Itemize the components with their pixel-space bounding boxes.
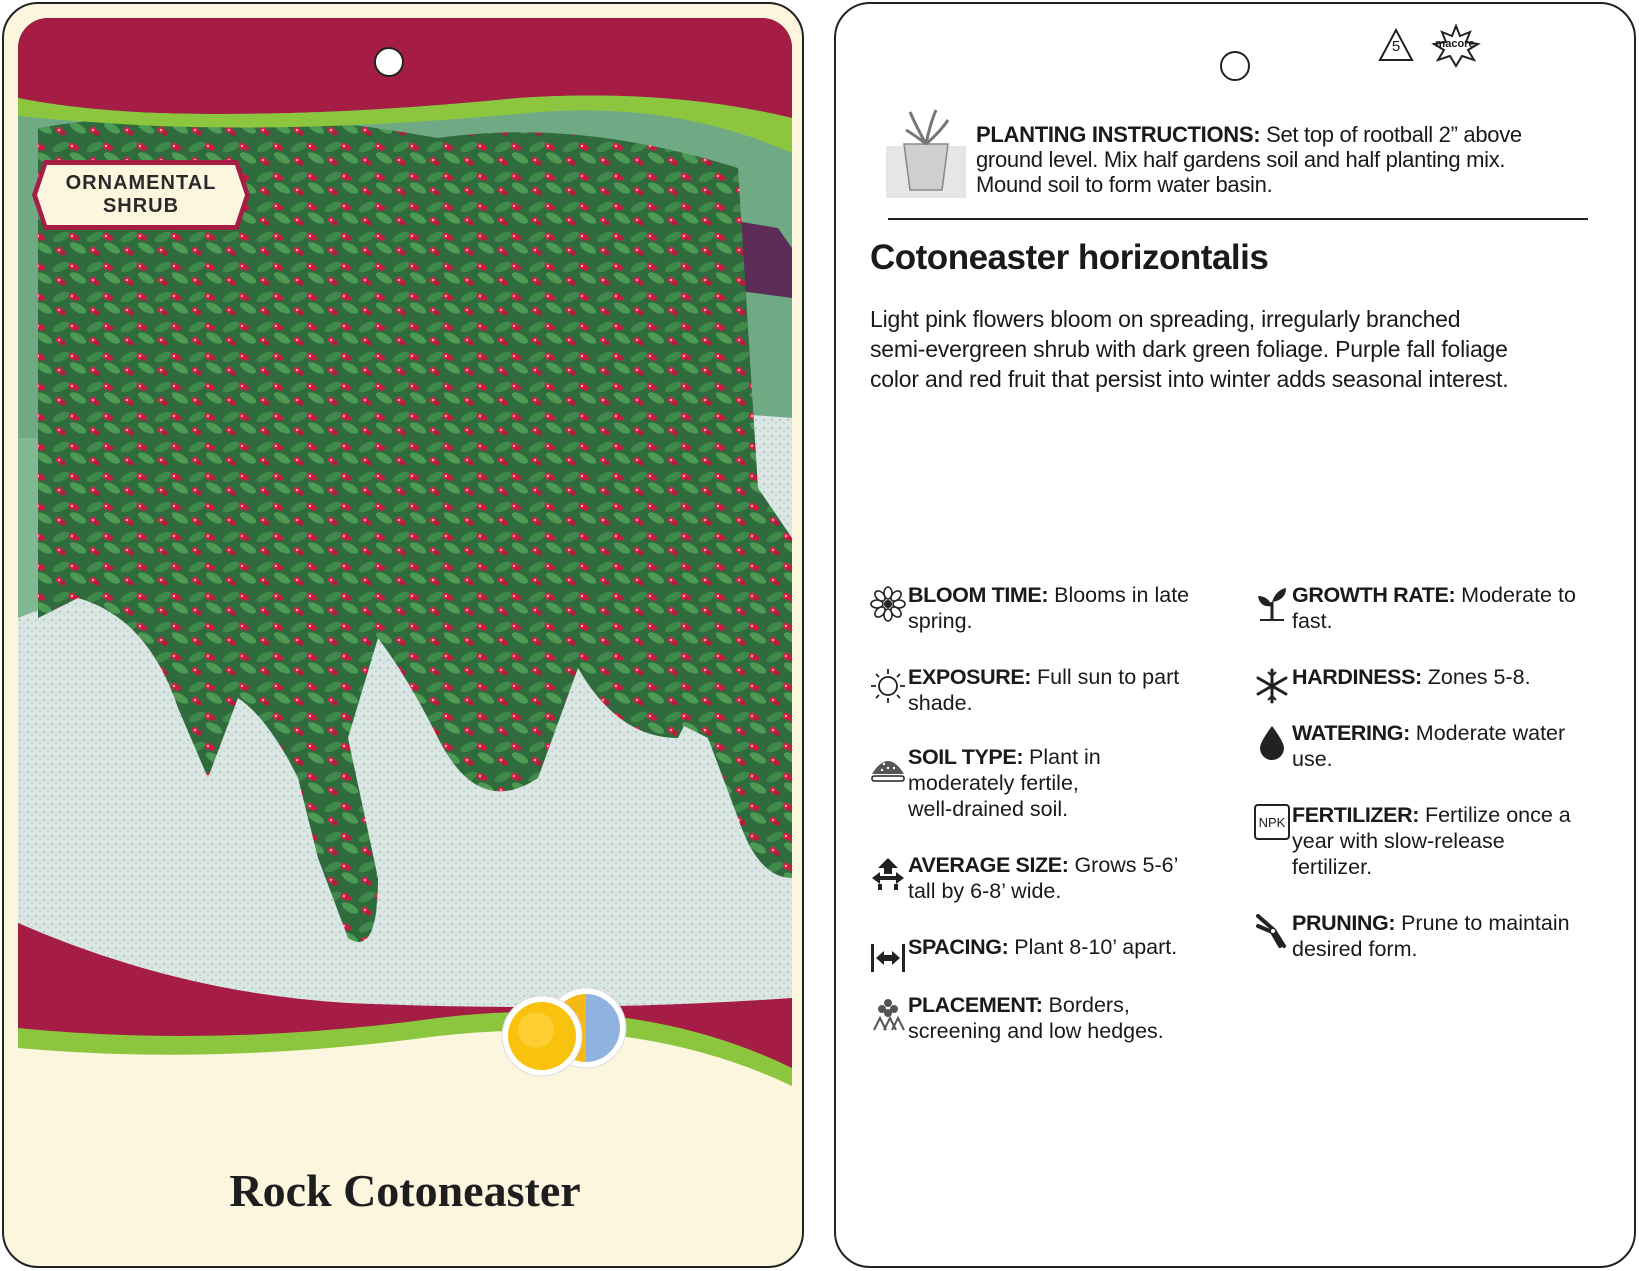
planting-line1: Set top of rootball 2” above bbox=[1260, 122, 1522, 147]
planting-instructions bbox=[976, 122, 1586, 197]
planting-line2: ground level. Mix half gardens soil and half planting mix. bbox=[976, 147, 1506, 172]
attr-line2: shade. bbox=[908, 691, 973, 715]
attr-label: EXPOSURE bbox=[908, 665, 1025, 689]
attr-line2: use. bbox=[1292, 747, 1333, 771]
attr-label: SPACING bbox=[908, 935, 1002, 959]
badge-label bbox=[32, 172, 250, 218]
npk-label: NPK bbox=[1258, 815, 1286, 830]
planting-line3: Mound soil to form water basin. bbox=[976, 172, 1273, 197]
npk-icon bbox=[1254, 804, 1290, 840]
attr-line1: Blooms in late bbox=[1048, 583, 1190, 607]
attr-line1: Fertilize once a bbox=[1418, 803, 1571, 827]
attr-line1: Borders, bbox=[1042, 993, 1130, 1017]
full-sun-icon bbox=[502, 996, 582, 1076]
attr-soil-type: SOIL TYPE: Plant in moderately fertile, well-drained soil. bbox=[908, 744, 1248, 822]
size-icon bbox=[870, 856, 906, 892]
category-badge bbox=[32, 160, 250, 230]
attr-line2: spring. bbox=[908, 609, 973, 633]
badge-line2: SHRUB bbox=[102, 195, 180, 217]
pruners-icon bbox=[1254, 912, 1290, 948]
attr-average-size: AVERAGE SIZE: Grows 5-6’ tall by 6-8’ wide. bbox=[908, 852, 1248, 904]
back-tag bbox=[834, 2, 1636, 1268]
planting-pot-icon bbox=[886, 106, 966, 198]
water-drop-icon bbox=[1254, 724, 1290, 760]
attr-fertilizer: FERTILIZER: Fertilize once a year with slow-release fertilizer. bbox=[1292, 802, 1632, 880]
recycle-number: 5 bbox=[1391, 38, 1401, 55]
spacing-icon bbox=[870, 938, 906, 974]
attr-line3: fertilizer. bbox=[1292, 855, 1373, 879]
attr-bloom-time: BLOOM TIME: Blooms in late spring. bbox=[908, 582, 1248, 634]
attr-line1: Prune to maintain bbox=[1395, 911, 1570, 935]
attr-placement: PLACEMENT: Borders, screening and low hedges. bbox=[908, 992, 1248, 1044]
attr-label: AVERAGE SIZE bbox=[908, 853, 1062, 877]
attr-label: FERTILIZER bbox=[1292, 803, 1413, 827]
snowflake-icon bbox=[1254, 668, 1290, 704]
soil-icon bbox=[870, 748, 906, 784]
planting-label: PLANTING INSTRUCTIONS: bbox=[976, 122, 1261, 147]
attr-line1: Grows 5-6’ bbox=[1068, 853, 1179, 877]
hang-hole bbox=[1220, 51, 1250, 81]
plant-description bbox=[870, 304, 1610, 394]
attr-line3: well-drained soil. bbox=[908, 797, 1069, 821]
description-line: Light pink flowers bloom on spreading, irregularly branched bbox=[870, 306, 1461, 332]
attr-spacing: SPACING: Plant 8-10’ apart. bbox=[908, 935, 1178, 959]
attr-growth-rate: GROWTH RATE: Moderate to fast. bbox=[1292, 582, 1632, 634]
attr-line2: screening and low hedges. bbox=[908, 1019, 1164, 1043]
description-line: color and red fruit that persist into winter adds seasonal interest. bbox=[870, 366, 1509, 392]
attr-line2: tall by 6-8’ wide. bbox=[908, 879, 1062, 903]
attr-line2: moderately fertile, bbox=[908, 771, 1079, 795]
attr-label: WATERING bbox=[1292, 721, 1404, 745]
attr-line1: Moderate to bbox=[1455, 583, 1576, 607]
attr-exposure: EXPOSURE: Full sun to part shade. bbox=[908, 664, 1248, 716]
attr-line1: Moderate water bbox=[1409, 721, 1566, 745]
attr-line2: year with slow-release bbox=[1292, 829, 1505, 853]
attr-label: HARDINESS bbox=[1292, 665, 1416, 689]
attr-line2: desired form. bbox=[1292, 937, 1418, 961]
attr-label: BLOOM TIME bbox=[908, 583, 1042, 607]
recycle-marks bbox=[1374, 22, 1484, 72]
attr-label: GROWTH RATE bbox=[1292, 583, 1449, 607]
recycle-brand: macore bbox=[1435, 38, 1475, 50]
attr-line1: Plant in bbox=[1023, 745, 1101, 769]
exposure-icons bbox=[500, 984, 634, 1080]
latin-name: Cotoneaster horizontalis bbox=[870, 238, 1269, 277]
growth-icon bbox=[1254, 586, 1290, 622]
attr-hardiness: HARDINESS: Zones 5-8. bbox=[1292, 665, 1531, 689]
attr-line1: Zones 5-8. bbox=[1421, 665, 1531, 689]
description-line: semi-evergreen shrub with dark green foliage. Purple fall foliage bbox=[870, 336, 1508, 362]
bloom-icon bbox=[870, 586, 906, 622]
attr-pruning: PRUNING: Prune to maintain desired form. bbox=[1292, 910, 1632, 962]
attr-label: PRUNING bbox=[1292, 911, 1389, 935]
hang-hole bbox=[374, 47, 404, 77]
attr-label: SOIL TYPE bbox=[908, 745, 1017, 769]
placement-icon bbox=[870, 996, 906, 1032]
common-name: Rock Cotoneaster bbox=[229, 1165, 581, 1216]
attr-label: PLACEMENT bbox=[908, 993, 1036, 1017]
badge-line1: ORNAMENTAL bbox=[65, 172, 217, 194]
attr-watering: WATERING: Moderate water use. bbox=[1292, 720, 1632, 772]
divider bbox=[888, 218, 1588, 220]
attr-line1: Plant 8-10’ apart. bbox=[1008, 935, 1178, 959]
attr-line2: fast. bbox=[1292, 609, 1333, 633]
attr-line1: Full sun to part bbox=[1031, 665, 1180, 689]
front-tag bbox=[2, 2, 804, 1268]
sun-icon bbox=[870, 668, 906, 704]
